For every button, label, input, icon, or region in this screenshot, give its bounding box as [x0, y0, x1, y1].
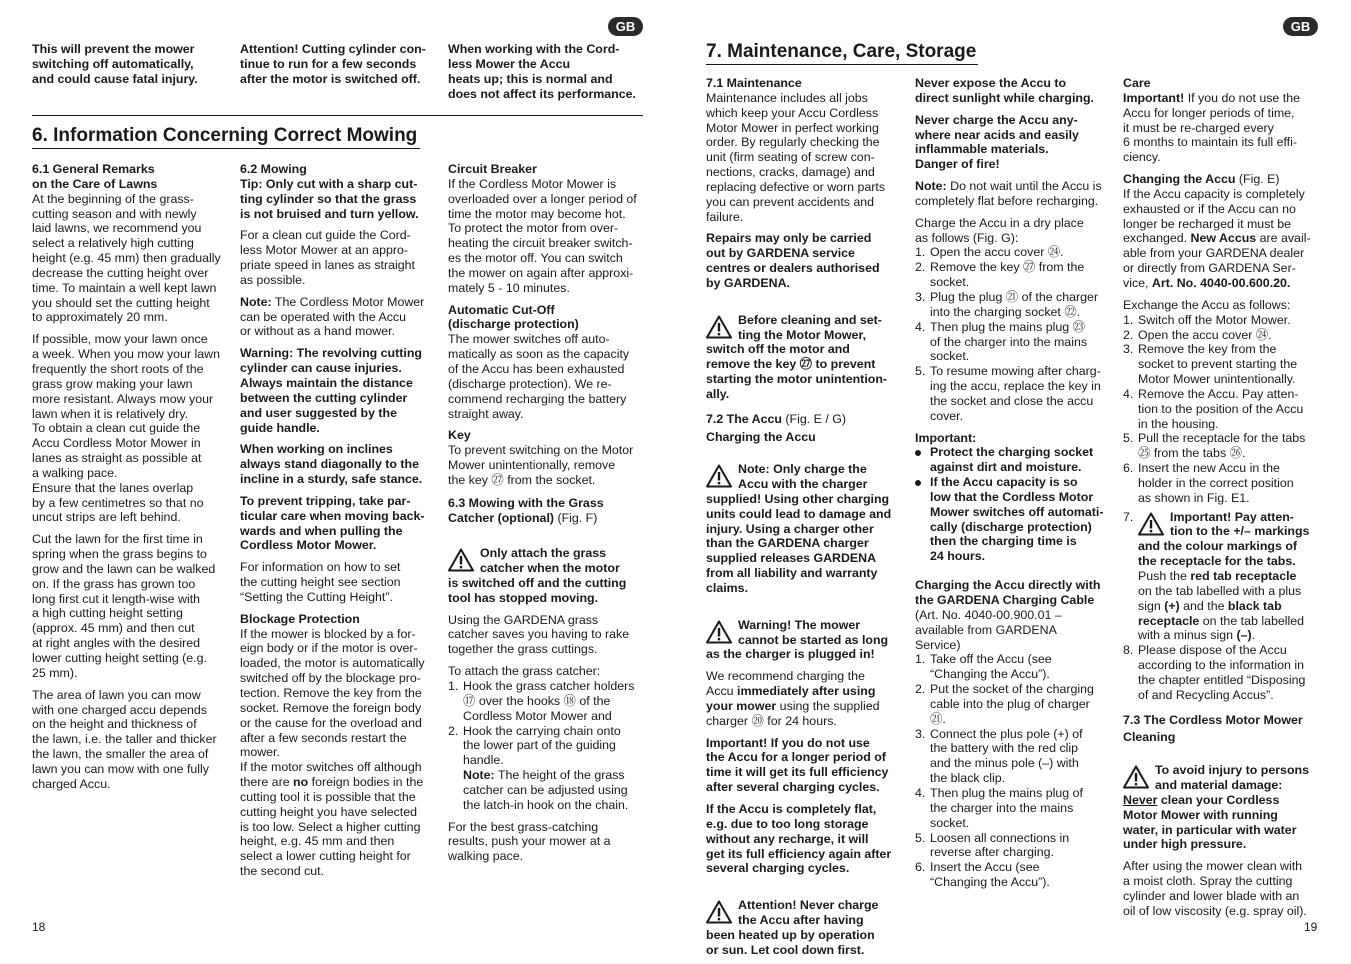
tripping-text: To prevent tripping, take par- ticular care when moving back- wards and when pulling the Cordless Motor Mower.: [240, 493, 425, 553]
paragraph: (Art. No. 4040-00.900.01 – available from GARDENA Service): [915, 607, 1062, 652]
right-column-3: [1123, 76, 1323, 926]
paragraph: To prevent switching on the Motor Mower unintentionally, remove the key ㉗ from the socket.: [448, 443, 634, 487]
warning-text: Warning: The revolving cutting cylinder can cause injuries. Always maintain the distance between the cutting cylinder and user suggested by the guide handle.: [240, 346, 422, 435]
heading-cordless-mower: 7.3 The Cordless Motor Mower: [1123, 712, 1303, 727]
right-column-1: [706, 76, 906, 964]
heading-cleaning: Cleaning: [1123, 730, 1176, 745]
heading-automatic-cut-off: Automatic Cut-Off (discharge protection): [448, 302, 579, 332]
paragraph: Important! If you do not use the Accu for longer periods of time, it must be re-charged every 6 months to maintain its full effi- ciency.: [1123, 90, 1300, 165]
cleaning-warning: Before cleaning and set- ting the Motor Mower, switch off the motor and remove the key ㉗ to prevent starting the motor unintention- ally.: [706, 312, 888, 401]
paragraph: For the best grass-catching results, push your mower at a walking pace.: [448, 819, 611, 864]
paragraph: If the mower is blocked by a for- eign body or if the motor is over- loaded, the motor is automatically switched off by the blockage pro- tection. Remove the key from the socket. Remove the foreign body or the cause for the overload and after a few seconds restart the mower. If the motor switches off although there are no foreign bodies in the cutting tool it is possible that the cutting height you have selected is too low. Select a higher cutting height, e.g. 45 mm and then select a lower cutting height for the second cut.: [240, 626, 425, 879]
list-item: 2. Remove the key ㉗ from the socket.: [915, 260, 1085, 290]
heading-key: Key: [448, 428, 471, 443]
page-number-left: 18: [32, 920, 46, 934]
warning-triangle-icon: [706, 899, 732, 925]
heading-care: Care: [1123, 76, 1151, 90]
list-item: 5. Loosen all connections in reverse after charging.: [915, 830, 1070, 860]
left-column-3: [448, 162, 648, 871]
charger-warning: Note: Only charge the Accu with the charger supplied! Using other charging units could lead to damage and injury. Using a charger other than the GARDENA charger supplied releases GARDENA from all liability and warranty claims.: [706, 462, 892, 595]
paragraph: Cut the lawn for the first time in spring when the grass begins to grow and the lawn can be walked on. If the grass has grown too long first cut it length-wise with a high cutting height setting (approx. 45 mm) and then cut at right angles with the desired lower cutting height setting (e.g. 25 mm).: [32, 532, 216, 680]
list-item: 1. Take off the Accu (see “Changing the Accu”).: [915, 652, 1052, 682]
heading-grass-catcher: 6.3 Mowing with the Grass Catcher (optional) (Fig. F): [448, 495, 604, 525]
paragraph: For a clean cut guide the Cord- less Motor Mower at an appro- priate speed in lanes as straight as possible.: [240, 228, 415, 287]
warning-triangle-icon: [1123, 764, 1149, 790]
important-bullets: [915, 445, 1113, 564]
language-badge-right: GB: [1283, 17, 1318, 36]
heading-general-remarks: 6.1 General Remarks on the Care of Lawns: [32, 162, 158, 191]
list-item: 4. Remove the Accu. Pay atten- tion to the position of the Accu in the housing.: [1123, 386, 1304, 431]
title-underline: [32, 148, 420, 149]
list-item: 7. Important! Pay atten- tion to the +/– markings and the colour markings of the receptacle for the tabs. Push the red tab receptacle on the tab labelled with a plus sign (+) and the black tab receptacle on the tab labelled with a minus sign (–).: [1123, 509, 1310, 643]
grass-catcher-steps: [448, 679, 648, 813]
inclines-text: When working on inclines always stand diagonally to the incline in a sturdy, safe stance.: [240, 442, 423, 487]
bullet-icon: [915, 480, 921, 486]
note: Note: The Cordless Motor Mower can be operated with the Accu or without as a hand mower.: [240, 294, 425, 339]
list-item: 3. Remove the key from the socket to prevent starting the Motor Mower unintentionally.: [1123, 342, 1298, 387]
paragraph: If possible, mow your lawn once a week. When you mow your lawn frequently the short roots of the grass grow making your lawn more resistant. Always mow your lawn when it is relatively dry. To obtain a clean cut guide the Accu Cordless Motor Mower in lanes as straight as possible at a walking pace. Ensure that the lanes overlap by a few centimetres so that no uncut strips are left behind.: [32, 332, 221, 525]
note: Note: Do not wait until the Accu is completely flat before recharging.: [915, 179, 1102, 208]
cleaning-water-warning: To avoid injury to persons and material damage: Never clean your Cordless Motor Mower with running water, in particular with water under high pressure.: [1123, 763, 1309, 852]
paragraph: Charge the Accu in a dry place as follows (Fig. G):: [915, 215, 1084, 245]
acids-text: Never charge the Accu any- where near acids and easily inflammable materials. Danger of fire!: [915, 112, 1079, 172]
language-badge-left: GB: [608, 17, 643, 36]
paragraph: If the Cordless Motor Mower is overloaded over a longer period of time the motor may become hot. To protect the motor from over- heating the circuit breaker switch- es the motor off. You can switch the mower on again after approxi- mately 5 - 10 minutes.: [448, 176, 637, 295]
heading-charging-cable: Charging the Accu directly with the GARDENA Charging Cable: [915, 578, 1101, 607]
heading-important: Important:: [915, 430, 977, 445]
heading-the-accu: 7.2 The Accu (Fig. E / G): [706, 411, 847, 426]
paragraph: The area of lawn you can mow with one charged accu depends on the height and thickness of the lawn, i.e. the taller and thicker the lawn, the smaller the area of lawn you can mow with one fully charged Accu.: [32, 687, 217, 791]
top-note-1: This will prevent the mower switching off automatically, and could cause fatal injury.: [32, 42, 198, 86]
title-underline: [706, 64, 978, 65]
cable-steps: [915, 652, 1113, 890]
paragraph: Maintenance includes all jobs which keep your Accu Cordless Motor Mower in perfect working order. By regularly checking the unit (firm seating of screw con- nections, cracks, damage) and replacing defective or worn parts you can prevent accidents and failure.: [706, 90, 886, 224]
exchange-steps: [1123, 313, 1323, 703]
paragraph: Exchange the Accu as follows:: [1123, 297, 1291, 312]
accu-flat-text: If the Accu is completely flat, e.g. due to too long storage without any recharge, it will get its full efficiency again after several charging cycles.: [706, 801, 892, 876]
list-item: 1. Open the accu cover ㉔.: [915, 245, 1064, 260]
warning-triangle-icon: [706, 619, 732, 645]
list-item: Protect the charging socket against dirt and moisture.: [915, 445, 1113, 475]
repairs-text: Repairs may only be carried out by GARDENA service centres or dealers authorised by GARDENA.: [706, 231, 880, 290]
important-longer-period: Important! If you do not use the Accu for a longer period of time it will get its full efficiency after several charging cycles.: [706, 735, 889, 795]
heading-blockage-protection: Blockage Protection: [240, 611, 360, 626]
plugged-warning: Warning! The mower cannot be started as long as the charger is plugged in!: [706, 617, 889, 662]
list-item: 4. Then plug the mains plug ㉓ of the charger into the mains socket.: [915, 319, 1088, 364]
heading-changing-the-accu: Changing the Accu (Fig. E): [1123, 172, 1280, 187]
top-note-3: When working with the Cord- less Mower the Accu heats up; this is normal and does not affect its performance.: [448, 42, 636, 101]
left-column-2: [240, 162, 440, 879]
list-item: 6. Insert the new Accu in the holder in the correct position as shown in Fig. E1.: [1123, 461, 1294, 505]
list-item: 3. Connect the plus pole (+) of the battery with the red clip and the minus pole (–) with the black clip.: [915, 726, 1083, 786]
section-title: 7. Maintenance, Care, Storage: [706, 41, 977, 62]
list-item: 2. Put the socket of the charging cable into the plug of charger ㉑.: [915, 682, 1094, 726]
paragraph: If the Accu capacity is completely exhausted or if the Accu can no longer be recharged it must be exchanged. New Accus are avail- able from your GARDENA dealer or directly from GARDENA Ser- vice, Art. No. 4040-00.600.20.: [1123, 186, 1311, 290]
warning-triangle-icon: [706, 463, 732, 489]
list-item: 2. Open the accu cover ㉔.: [1123, 327, 1272, 342]
paragraph: Using the GARDENA grass catcher saves you having to rake together the grass cuttings.: [448, 612, 630, 657]
right-page: [615, 0, 1351, 957]
list-item: If the Accu capacity is so low that the Cordless Motor Mower switches off automati- cally (discharge protection) then the charging time is 24 hours.: [915, 475, 1113, 564]
sunlight-text: Never expose the Accu to direct sunlight while charging.: [915, 76, 1094, 105]
grass-catcher-warning: Only attach the grass catcher when the motor is switched off and the cutting tool has stopped moving.: [448, 546, 627, 605]
heading-mowing: 6.2 Mowing: [240, 162, 307, 176]
list-item: 5. To resume mowing after charg- ing the accu, replace the key in the socket and close the accu cover.: [915, 364, 1101, 423]
top-note-2: Attention! Cutting cylinder con- tinue to run for a few seconds after the motor is switched off.: [240, 42, 426, 86]
section-divider: [32, 115, 643, 116]
heading-maintenance: 7.1 Maintenance: [706, 76, 802, 90]
list-item: 4. Then plug the mains plug of the charger into the mains socket.: [915, 785, 1083, 830]
bullet-icon: [915, 450, 921, 456]
paragraph: After using the mower clean with a moist cloth. Spray the cutting cylinder and lower blade with an oil of low viscosity (e.g. spray oil).: [1123, 859, 1307, 918]
paragraph: For information on how to set the cutting height see section “Setting the Cutting Height”.: [240, 560, 401, 604]
right-column-2: [915, 76, 1113, 897]
heading-charging-the-accu: Charging the Accu: [706, 429, 816, 444]
list-item: 1. Switch off the Motor Mower.: [1123, 312, 1291, 327]
tip-text: Tip: Only cut with a sharp cut- ting cylinder so that the grass is not bruised and turn yellow.: [240, 176, 419, 221]
paragraph: We recommend charging the Accu immediately after using your mower using the supplied charger ⑳ for 24 hours.: [706, 669, 880, 728]
warning-triangle-icon: [448, 547, 474, 573]
heat-warning: Attention! Never charge the Accu after having been heated up by operation or sun. Let cool down first.: [706, 898, 879, 957]
paragraph: At the beginning of the grass- cutting season and with newly laid lawns, we recommend you select a relatively high cutting height (e.g. 45 mm) then gradually decrease the cutting height over time. To maintain a well kept lawn you should set the cutting height to approximately 20 mm.: [32, 191, 221, 325]
list-item: 5. Pull the receptacle for the tabs ㉕ from the tabs ㉖.: [1123, 431, 1306, 461]
paragraph: The mower switches off auto- matically as soon as the capacity of the Accu has been exhausted (discharge protection). We re- commend recharging the battery straight away.: [448, 332, 630, 421]
paragraph: To attach the grass catcher:: [448, 664, 601, 679]
list-item: 8. Please dispose of the Accu according to the information in the chapter entitled “Disposing of and Recycling Accus”.: [1123, 643, 1306, 702]
charging-steps: [915, 245, 1113, 423]
warning-triangle-icon: [706, 314, 732, 340]
page-number-right: 19: [1304, 920, 1318, 934]
left-page: [0, 0, 676, 954]
list-item: 1. Hook the grass catcher holders ⑰ over the hooks ⑱ of the Cordless Motor Mower and: [448, 679, 635, 723]
list-item: 3. Plug the plug ㉑ of the charger into the charging socket ㉒.: [915, 289, 1099, 319]
list-item: 6. Insert the Accu (see “Changing the Accu”).: [915, 860, 1050, 890]
list-item: 2. Hook the carrying chain onto the lower part of the guiding handle. Note: The height of the grass catcher can be adjusted using the latch-in hook on the chain.: [448, 723, 629, 812]
heading-circuit-breaker: Circuit Breaker: [448, 162, 537, 176]
section-title: 6. Information Concerning Correct Mowing: [32, 125, 418, 146]
warning-triangle-icon: [1138, 511, 1164, 537]
left-column-1: [32, 162, 232, 799]
